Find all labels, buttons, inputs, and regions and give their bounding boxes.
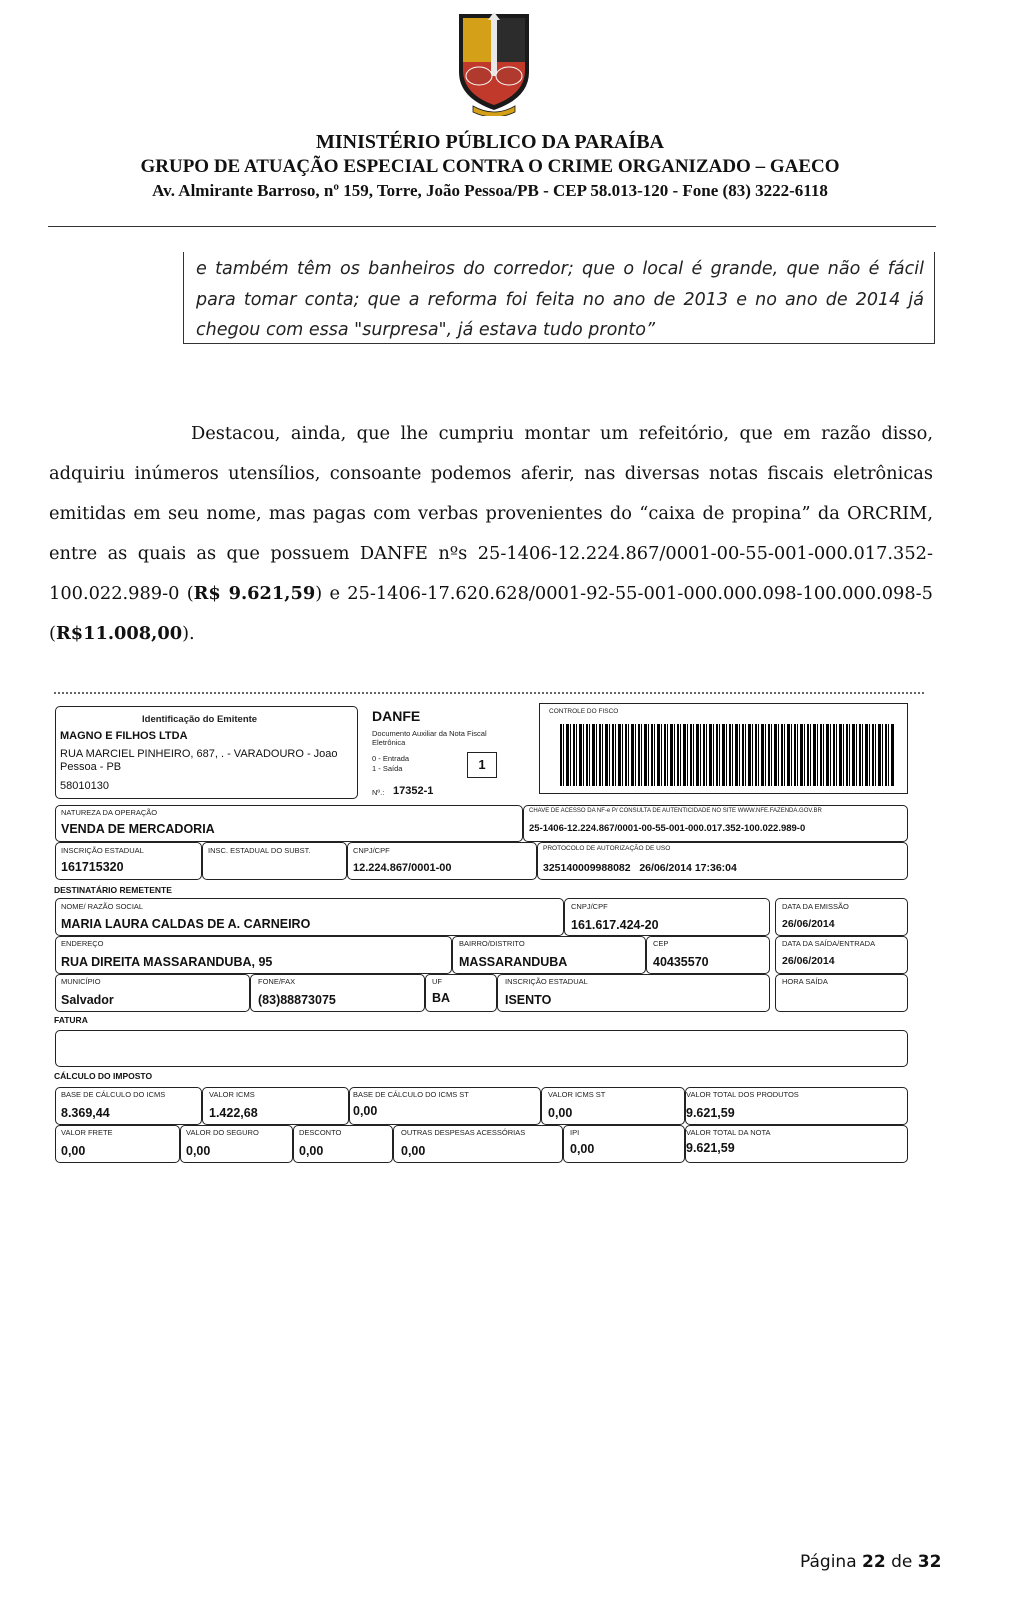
footer-page-number: 22 (862, 1552, 886, 1572)
cnpj-value: 12.224.867/0001-00 (353, 862, 452, 874)
endereco-value: RUA DIREITA MASSARANDUBA, 95 (61, 955, 273, 969)
cnpj-label: CNPJ/CPF (353, 846, 390, 855)
v-prod-label: VALOR TOTAL DOS PRODUTOS (686, 1090, 799, 1099)
emitente-title: Identificação do Emitente (142, 714, 258, 725)
dest-cnpj-label: CNPJ/CPF (571, 902, 608, 911)
header-address: Av. Almirante Barroso, nº 159, Torre, João Pessoa/PB - CEP 58.013-120 - Fone (83) 3222-6118 (152, 181, 828, 200)
header-institution: MINISTÉRIO PÚBLICO DA PARAÍBA (315, 131, 664, 153)
nome-value: MARIA LAURA CALDAS DE A. CARNEIRO (61, 917, 311, 931)
desconto-value: 0,00 (299, 1144, 324, 1158)
footer-page-total: 32 (917, 1552, 942, 1572)
v-icms-label: VALOR ICMS (209, 1090, 255, 1099)
emitente-cep: 58010130 (60, 780, 109, 792)
bc-icms-label: BASE DE CÁLCULO DO ICMS (61, 1090, 166, 1099)
barcode-image (560, 724, 894, 786)
desconto-label: DESCONTO (299, 1128, 342, 1137)
uf-value: BA (432, 991, 451, 1005)
ipi-label: IPI (570, 1128, 580, 1137)
ie-value: 161715320 (61, 860, 124, 874)
bc-icms-st-value: 0,00 (353, 1104, 378, 1118)
body-amount2: R$11.008,00 (55, 623, 183, 644)
dest-ie-label: INSCRIÇÃO ESTADUAL (505, 977, 588, 986)
ie-subst-label: INSC. ESTADUAL DO SUBST. (208, 846, 311, 855)
danfe-title: DANFE (372, 708, 421, 724)
page-footer (800, 1552, 941, 1572)
calculo-section: CÁLCULO DO IMPOSTO (54, 1071, 153, 1081)
destinatario-section: DESTINATÁRIO REMETENTE (54, 885, 172, 895)
protocolo-value: 325140009988082 26/06/2014 17:36:04 (543, 862, 737, 874)
v-prod-value: 9.621,59 (686, 1106, 735, 1120)
emissao-value: 26/06/2014 (782, 918, 835, 930)
dest-cnpj-value: 161.617.424-20 (571, 918, 659, 932)
dest-ie-value: ISENTO (505, 993, 552, 1007)
danfe-tipo-box (467, 752, 497, 778)
seguro-value: 0,00 (186, 1144, 211, 1158)
fone-value: (83)88873075 (258, 993, 336, 1007)
emitente-name: MAGNO E FILHOS LTDA (60, 730, 188, 742)
danfe-numero: 17352-1 (393, 785, 434, 797)
v-nota-value: 9.621,59 (686, 1141, 735, 1155)
danfe-numero-label: Nº.: (372, 788, 385, 797)
body-part1: Destacou, ainda, que lhe cumpriu montar um refeitório, que em razão disso, adquiriu inúmeros utensílios, consoante podemos aferir, nas diversas notas fiscais eletrônicas emitidas em seu nome, mas pagas com verbas provenientes do “caixa de propina” da ORCRIM, entre as quais as que possuem DANFE nºs 25-1406-12.224.867/0001-00-55-001-000.017.352-100.022.989-0 ( (49, 423, 933, 604)
bairro-label: BAIRRO/DISTRITO (459, 939, 525, 948)
quote-text: e também têm os banheiros do corredor; que o local é grande, que não é fácil para tomar conta; que a reforma foi feita no ano de 2013 e no ano de 2014 já chegou com essa "surpresa", já estava tudo pronto” (196, 259, 924, 340)
footer-prefix: Página (800, 1552, 863, 1572)
bc-icms-st-label: BASE DE CÁLCULO DO ICMS ST (353, 1090, 469, 1099)
danfe-tipo: 1 (478, 757, 486, 772)
natureza-value: VENDA DE MERCADORIA (61, 822, 215, 836)
body-amount1: R$ 9.621,59 (193, 583, 316, 604)
v-icms-st-label: VALOR ICMS ST (548, 1090, 606, 1099)
bairro-value: MASSARANDUBA (459, 955, 568, 969)
hora-label: HORA SAÍDA (782, 977, 828, 986)
uf-label: UF (432, 977, 442, 986)
cep-value: 40435570 (653, 955, 709, 969)
v-icms-value: 1.422,68 (209, 1106, 258, 1120)
frete-label: VALOR FRETE (61, 1128, 113, 1137)
chave-value: 25-1406-12.224.867/0001-00-55-001-000.017.352-100.022.989-0 (529, 823, 806, 834)
controle-fisco-label: CONTROLE DO FISCO (549, 708, 619, 715)
fatura-box (55, 1030, 908, 1067)
chave-label: CHAVE DE ACESSO DA NF-e P/ CONSULTA DE AUTENTICIDADE NO SITE WWW.NFE.FAZENDA.GOV.BR (529, 808, 822, 814)
saida-value: 26/06/2014 (782, 955, 835, 967)
v-icms-st-value: 0,00 (548, 1106, 573, 1120)
outras-value: 0,00 (401, 1144, 426, 1158)
danfe-subtitle-1: Documento Auxiliar da Nota Fiscal (372, 729, 487, 738)
emitente-address: RUA MARCIEL PINHEIRO, 687, . - VARADOURO - Joao (60, 748, 338, 760)
header-group: GRUPO DE ATUAÇÃO ESPECIAL CONTRA O CRIME ORGANIZADO – GAECO (140, 156, 840, 177)
natureza-label: NATUREZA DA OPERAÇÃO (61, 808, 158, 817)
protocolo-label: PROTOCOLO DE AUTORIZAÇÃO DE USO (543, 845, 671, 852)
municipio-value: Salvador (61, 993, 114, 1007)
outras-label: OUTRAS DESPESAS ACESSÓRIAS (401, 1128, 526, 1137)
emissao-label: DATA DA EMISSÃO (782, 902, 849, 911)
ipi-value: 0,00 (570, 1142, 595, 1156)
emitente-city: Pessoa - PB (60, 761, 122, 773)
seguro-label: VALOR DO SEGURO (186, 1128, 259, 1137)
fatura-section: FATURA (54, 1015, 88, 1025)
danfe-entrada: 0 - Entrada (372, 754, 410, 763)
ie-label: INSCRIÇÃO ESTADUAL (61, 846, 144, 855)
danfe-saida: 1 - Saída (372, 764, 403, 773)
municipio-label: MUNICÍPIO (61, 977, 101, 986)
nome-label: NOME/ RAZÃO SOCIAL (61, 902, 144, 911)
endereco-label: ENDEREÇO (61, 939, 104, 948)
body-part2: ) e 25-1406-17.620.628/0001-92-55-001-000.000.098-100.000.098-5 ( (49, 583, 933, 644)
danfe-subtitle-2: Eletrônica (372, 738, 406, 747)
frete-value: 0,00 (61, 1144, 86, 1158)
cep-label: CEP (653, 939, 669, 948)
footer-middle: de (885, 1552, 918, 1572)
body-part3: ). (182, 623, 195, 644)
bc-icms-value: 8.369,44 (61, 1106, 110, 1120)
v-nota-label: VALOR TOTAL DA NOTA (686, 1128, 771, 1137)
saida-label: DATA DA SAÍDA/ENTRADA (782, 939, 876, 948)
fone-label: FONE/FAX (258, 977, 296, 986)
